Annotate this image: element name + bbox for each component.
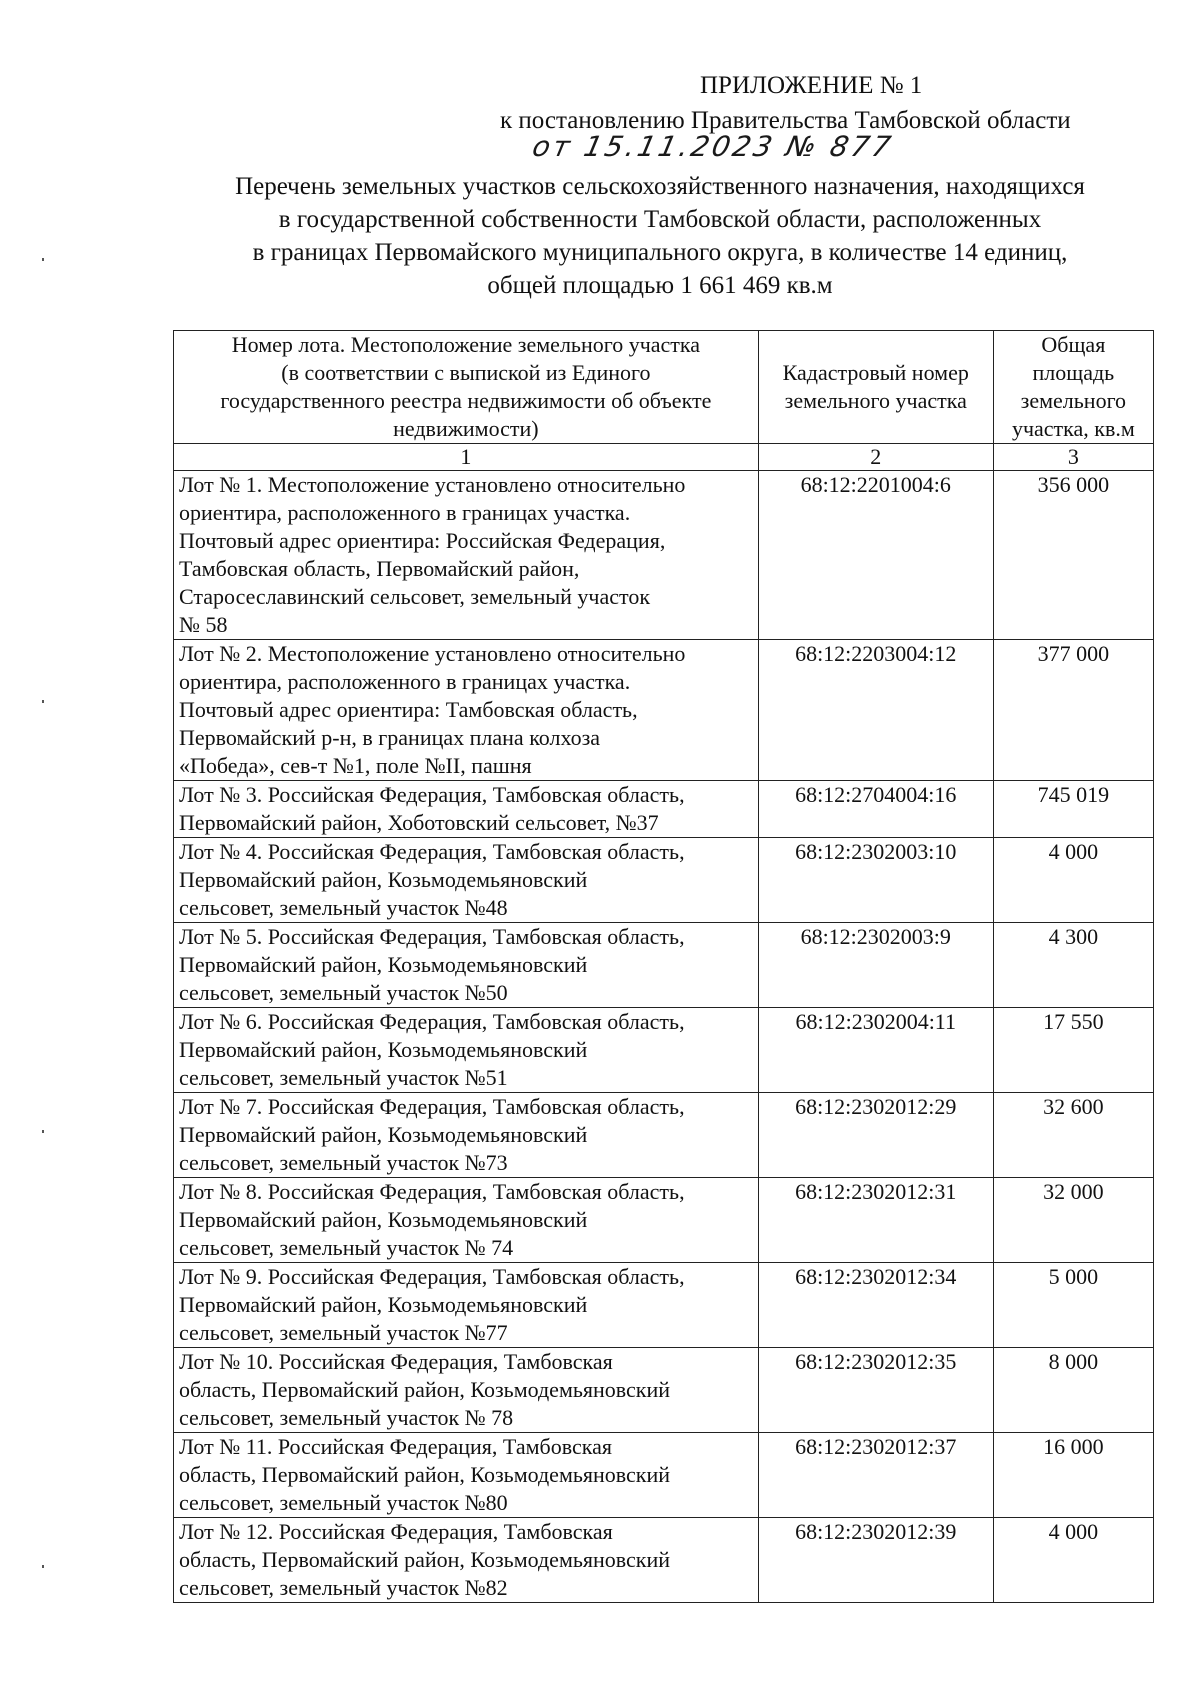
cadastral-number-cell: 68:12:2302012:34	[758, 1263, 993, 1348]
area-cell: 32 000	[993, 1178, 1153, 1263]
table-header-row	[174, 331, 1154, 444]
lot-location-cell	[174, 923, 759, 1008]
cadastral-number-cell: 68:12:2201004:6	[758, 471, 993, 640]
lot-location-line: Лот № 1. Местоположение установлено относительно	[179, 472, 686, 497]
lot-location-cell	[174, 1263, 759, 1348]
lot-location-cell	[174, 1348, 759, 1433]
lot-location-line: ориентира, расположенного в границах участка.	[179, 500, 631, 525]
cadastral-number-cell: 68:12:2203004:12	[758, 640, 993, 781]
header-line: участка, кв.м	[1011, 416, 1135, 441]
header-line: государственного реестра недвижимости об объекте	[220, 388, 712, 413]
table-row	[174, 640, 1154, 781]
lot-location-line: область, Первомайский район, Козьмодемьяновский	[179, 1547, 671, 1572]
column-number: 2	[758, 444, 993, 471]
lot-location-line: Первомайский район, Хоботовский сельсовет, №37	[179, 810, 659, 835]
lot-location-cell	[174, 1093, 759, 1178]
table-row	[174, 1348, 1154, 1433]
area-cell: 8 000	[993, 1348, 1153, 1433]
lot-location-cell	[174, 1433, 759, 1518]
lot-location-line: область, Первомайский район, Козьмодемьяновский	[179, 1462, 671, 1487]
lot-location-line: сельсовет, земельный участок № 78	[179, 1405, 514, 1430]
scan-speck	[42, 700, 44, 703]
lot-location-line: Первомайский район, Козьмодемьяновский	[179, 1122, 588, 1147]
lot-location-cell	[174, 1178, 759, 1263]
lot-location-line: сельсовет, земельный участок № 74	[179, 1235, 514, 1260]
area-cell: 17 550	[993, 1008, 1153, 1093]
cadastral-number-cell: 68:12:2302003:10	[758, 838, 993, 923]
header-line: Кадастровый номер	[782, 360, 969, 385]
cadastral-number-cell: 68:12:2302012:39	[758, 1518, 993, 1603]
header-cadastral-number	[758, 331, 993, 444]
lot-location-line: Лот № 12. Российская Федерация, Тамбовская	[179, 1519, 613, 1544]
lot-location-line: «Победа», сев-т №1, поле №II, пашня	[179, 753, 532, 778]
lot-location-cell	[174, 838, 759, 923]
appendix-title: ПРИЛОЖЕНИЕ № 1	[700, 72, 923, 99]
area-cell: 5 000	[993, 1263, 1153, 1348]
lot-location-line: сельсовет, земельный участок №77	[179, 1320, 508, 1345]
header-line: площадь	[1032, 360, 1115, 385]
header-line: земельного участка	[784, 388, 967, 413]
lot-location-line: Лот № 6. Российская Федерация, Тамбовская область,	[179, 1009, 685, 1034]
lot-location-line: Лот № 3. Российская Федерация, Тамбовская область,	[179, 782, 685, 807]
lot-location-line: Лот № 5. Российская Федерация, Тамбовская область,	[179, 924, 685, 949]
lot-location-line: Лот № 10. Российская Федерация, Тамбовская	[179, 1349, 613, 1374]
table-row	[174, 471, 1154, 640]
table-row	[174, 1518, 1154, 1603]
header-line: Общая	[1041, 332, 1106, 357]
header-line: земельного	[1020, 388, 1127, 413]
table-body	[174, 471, 1154, 1603]
lot-location-cell	[174, 1008, 759, 1093]
area-cell: 4 000	[993, 1518, 1153, 1603]
cadastral-number-cell: 68:12:2302012:29	[758, 1093, 993, 1178]
lot-location-line: ориентира, расположенного в границах участка.	[179, 669, 631, 694]
lot-location-cell	[174, 471, 759, 640]
lot-location-cell	[174, 781, 759, 838]
area-cell: 356 000	[993, 471, 1153, 640]
heading-line-2: в государственной собственности Тамбовской области, расположенных	[278, 206, 1042, 233]
lot-location-line: Лот № 8. Российская Федерация, Тамбовская область,	[179, 1179, 685, 1204]
scan-speck	[42, 1130, 44, 1133]
table-row	[174, 1093, 1154, 1178]
lot-location-line: Лот № 9. Российская Федерация, Тамбовская область,	[179, 1264, 685, 1289]
lot-location-line: сельсовет, земельный участок №50	[179, 980, 508, 1005]
lot-location-line: сельсовет, земельный участок №82	[179, 1575, 508, 1600]
cadastral-number-cell: 68:12:2302012:31	[758, 1178, 993, 1263]
heading-line-3: в границах Первомайского муниципального округа, в количестве 14 единиц,	[252, 239, 1068, 266]
table-row	[174, 1178, 1154, 1263]
cadastral-number-cell: 68:12:2302004:11	[758, 1008, 993, 1093]
lot-location-line: сельсовет, земельный участок №73	[179, 1150, 508, 1175]
cadastral-number-cell: 68:12:2302012:37	[758, 1433, 993, 1518]
area-cell: 32 600	[993, 1093, 1153, 1178]
column-number: 3	[993, 444, 1153, 471]
lot-location-line: Старосеславинский сельсовет, земельный участок	[179, 584, 651, 609]
lot-location-line: Почтовый адрес ориентира: Российская Федерация,	[179, 528, 666, 553]
scan-speck	[42, 258, 44, 261]
lot-location-line: сельсовет, земельный участок №48	[179, 895, 508, 920]
lot-location-line: Первомайский р-н, в границах плана колхоза	[179, 725, 601, 750]
lot-location-line: Лот № 11. Российская Федерация, Тамбовская	[179, 1434, 612, 1459]
lot-location-line: Лот № 4. Российская Федерация, Тамбовская область,	[179, 839, 685, 864]
document-heading	[150, 170, 1170, 302]
scan-speck	[42, 1565, 44, 1568]
table-row	[174, 923, 1154, 1008]
lot-location-line: Тамбовская область, Первомайский район,	[179, 556, 580, 581]
column-number: 1	[174, 444, 759, 471]
heading-line-1: Перечень земельных участков сельскохозяйственного назначения, находящихся	[235, 173, 1085, 200]
header-line: (в соответствии с выпиской из Единого	[281, 360, 651, 385]
lot-location-line: сельсовет, земельный участок №51	[179, 1065, 508, 1090]
column-number-row	[174, 444, 1154, 471]
lot-location-line: область, Первомайский район, Козьмодемьяновский	[179, 1377, 671, 1402]
lot-location-line: Первомайский район, Козьмодемьяновский	[179, 1207, 588, 1232]
header-lot-location	[174, 331, 759, 444]
area-cell: 4 300	[993, 923, 1153, 1008]
area-cell: 16 000	[993, 1433, 1153, 1518]
table-row	[174, 781, 1154, 838]
header-line: недвижимости)	[393, 416, 539, 441]
lot-location-line: Первомайский район, Козьмодемьяновский	[179, 1037, 588, 1062]
handwritten-date-number: от 15.11.2023 № 877	[529, 130, 897, 163]
heading-line-4: общей площадью 1 661 469 кв.м	[487, 272, 833, 299]
lot-location-line: Первомайский район, Козьмодемьяновский	[179, 1292, 588, 1317]
land-plots-table	[173, 330, 1154, 1603]
area-cell: 745 019	[993, 781, 1153, 838]
table-row	[174, 838, 1154, 923]
cadastral-number-cell: 68:12:2302003:9	[758, 923, 993, 1008]
lot-location-line: Почтовый адрес ориентира: Тамбовская область,	[179, 697, 638, 722]
area-cell: 4 000	[993, 838, 1153, 923]
header-line: Номер лота. Местоположение земельного участка	[231, 332, 701, 357]
lot-location-line: Лот № 7. Российская Федерация, Тамбовская область,	[179, 1094, 685, 1119]
table-row	[174, 1263, 1154, 1348]
table-row	[174, 1433, 1154, 1518]
cadastral-number-cell: 68:12:2302012:35	[758, 1348, 993, 1433]
lot-location-line: сельсовет, земельный участок №80	[179, 1490, 508, 1515]
lot-location-cell	[174, 640, 759, 781]
table-row	[174, 1008, 1154, 1093]
area-cell: 377 000	[993, 640, 1153, 781]
lot-location-line: Первомайский район, Козьмодемьяновский	[179, 867, 588, 892]
lot-location-line: Первомайский район, Козьмодемьяновский	[179, 952, 588, 977]
lot-location-line: № 58	[179, 612, 228, 637]
appendix-subtitle: к постановлению Правительства Тамбовской области	[500, 107, 1071, 134]
lot-location-cell	[174, 1518, 759, 1603]
lot-location-line: Лот № 2. Местоположение установлено относительно	[179, 641, 686, 666]
cadastral-number-cell: 68:12:2704004:16	[758, 781, 993, 838]
header-total-area	[993, 331, 1153, 444]
